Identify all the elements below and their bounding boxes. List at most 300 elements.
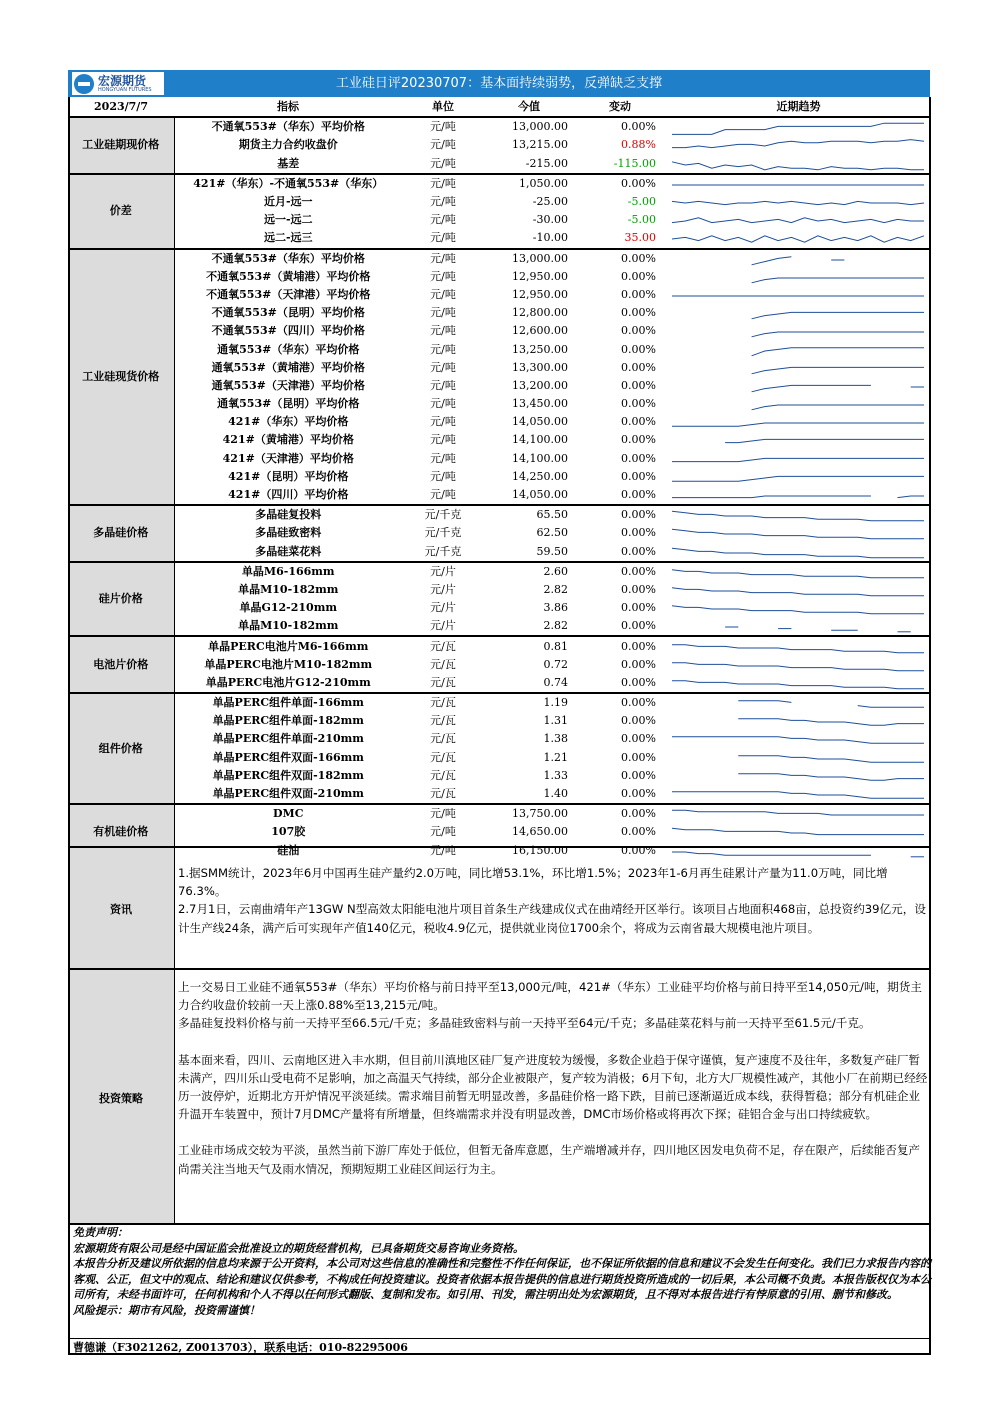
trend-cell — [666, 804, 931, 823]
analyst-contact: 曹德谦（F3021262, Z0013703），联系电话：010-82295006 — [68, 1338, 931, 1355]
price-table — [68, 98, 931, 860]
table-row — [68, 804, 931, 823]
table-row — [68, 304, 931, 322]
change-cell: 0.00% — [621, 714, 656, 728]
value-cell: 0.81 — [484, 636, 574, 655]
trend-sparkline — [670, 617, 926, 635]
indicator-name: 单晶G12-210mm — [239, 601, 337, 615]
change-cell: 0.00% — [621, 732, 656, 746]
indicator-name: 单晶PERC组件双面-166mm — [212, 750, 364, 764]
unit-cell: 元/吨 — [430, 360, 456, 374]
indicator-name: 通氧553#（黄埔港）平均价格 — [211, 360, 365, 374]
strategy-label: 投资策略 — [68, 970, 175, 1225]
unit-cell: 元/吨 — [430, 231, 456, 245]
unit-cell: 元/吨 — [402, 804, 484, 823]
trend-line-segment — [752, 367, 924, 373]
table-row — [68, 136, 931, 154]
disclaimer-line: 宏源期货有限公司是经中国证监会批准设立的期货经营机构，已具备期货交易咨询业务资格。 — [73, 1241, 524, 1255]
change-cell: -5.00 — [627, 213, 656, 227]
value-cell: 1.19 — [484, 693, 574, 712]
trend-line-segment — [672, 496, 871, 498]
value-cell: 12,950.00 — [512, 269, 568, 283]
trend-sparkline — [670, 359, 926, 377]
unit-cell: 元/吨 — [430, 213, 456, 227]
report-date: 2023/7/7 — [68, 98, 174, 117]
value-cell: 13,200.00 — [512, 378, 568, 392]
indicator-name: 不通氧553#（昆明）平均价格 — [211, 306, 365, 320]
news-body — [178, 864, 929, 937]
value-cell: 1.40 — [543, 787, 568, 801]
indicator-name: 421#（四川）平均价格 — [228, 488, 349, 502]
trend-line-segment — [672, 511, 924, 521]
news-section — [68, 846, 931, 970]
table-row — [68, 486, 931, 505]
value-cell: 2.82 — [543, 619, 568, 633]
report-header — [68, 70, 930, 97]
change-cell: 0.00% — [621, 360, 656, 374]
trend-cell — [666, 562, 931, 581]
unit-cell: 元/瓦 — [430, 732, 456, 746]
group-label: 有机硅价格 — [68, 804, 174, 860]
trend-sparkline — [670, 749, 926, 767]
unit-cell: 元/吨 — [402, 174, 484, 193]
indicator-name: 不通氧553#（天津港）平均价格 — [206, 287, 371, 301]
value-cell: 12,950.00 — [512, 287, 568, 301]
trend-sparkline — [670, 674, 926, 692]
trend-sparkline — [670, 506, 926, 524]
indicator-name: 单晶M10-182mm — [238, 582, 339, 596]
trend-line-segment — [672, 236, 924, 242]
indicator-name: 单晶PERC电池片M10-182mm — [204, 657, 373, 671]
change-cell: 0.00% — [621, 415, 656, 429]
indicator-name: 107胶 — [271, 825, 306, 839]
change-cell: 0.00% — [574, 636, 666, 655]
unit-cell: 元/吨 — [430, 843, 456, 857]
change-cell: 0.00% — [574, 249, 666, 268]
change-cell: 0.00% — [621, 306, 656, 320]
trend-sparkline — [670, 543, 926, 561]
value-cell: 65.50 — [484, 505, 574, 524]
table-row — [68, 377, 931, 395]
change-cell: 0.00% — [621, 397, 656, 411]
col-indicator-header: 指标 — [174, 98, 402, 117]
change-cell: 0.00% — [621, 768, 656, 782]
unit-cell: 元/吨 — [402, 117, 484, 136]
unit-cell: 元/瓦 — [430, 657, 456, 671]
trend-cell — [666, 767, 931, 785]
change-cell: 0.00% — [621, 378, 656, 392]
strategy-paragraph: 基本面来看，四川、云南地区进入丰水期，但目前川滇地区硅厂复产进度较为缓慢，多数企业趋于保守谨慎，复产速度不及往年，多数复产硅厂暂未满产，四川乐山受电荷不足影响，加之高温天气持续，部分企业被限产，复产较为消极；6月下旬，北方大厂规模性减产，其他小厂在前期已经经历一波停炉，近期北方开炉情况平淡延续。需求端目前暂无明显改善，多晶硅价格一路下跌，目前已逐渐逼近成本线，获得暂稳；部分有机硅企业升温开车装置中，预计7月DMC产量将有所增量，但终端需求并没有明显改善，DMC市场价格或将再次下探；硅铝合金与出口持续疲软。 — [178, 1052, 928, 1122]
strategy-spacer — [178, 1123, 929, 1141]
trend-sparkline — [670, 413, 926, 431]
value-cell: 12,800.00 — [512, 306, 568, 320]
trend-line-segment — [858, 706, 924, 708]
trend-sparkline — [670, 322, 926, 340]
table-row — [68, 322, 931, 340]
trend-sparkline — [670, 450, 926, 468]
trend-cell — [666, 656, 931, 674]
table-row — [68, 749, 931, 767]
unit-cell: 元/吨 — [430, 138, 456, 152]
trend-cell — [666, 377, 931, 395]
value-cell: 1.31 — [543, 714, 568, 728]
unit-cell: 元/瓦 — [430, 675, 456, 689]
trend-line-segment — [672, 161, 924, 169]
trend-sparkline — [670, 229, 926, 247]
trend-cell — [666, 674, 931, 693]
col-value-header: 今值 — [484, 98, 574, 117]
unit-cell: 元/吨 — [430, 378, 456, 392]
indicator-name: 421#（华东）平均价格 — [228, 415, 349, 429]
trend-line-segment — [672, 201, 924, 204]
table-row — [68, 505, 931, 524]
table-row — [68, 340, 931, 358]
indicator-name: 不通氧553#（华东）平均价格 — [174, 117, 402, 136]
unit-cell: 元/千克 — [424, 526, 462, 540]
trend-cell — [666, 450, 931, 468]
value-cell: 62.50 — [536, 526, 568, 540]
strategy-section — [68, 968, 931, 1225]
unit-cell: 元/吨 — [430, 287, 456, 301]
table-row — [68, 431, 931, 449]
table-row — [68, 730, 931, 748]
table-row — [68, 581, 931, 599]
indicator-name: 421#（天津港）平均价格 — [222, 451, 354, 465]
table-row — [68, 712, 931, 730]
unit-cell: 元/吨 — [430, 433, 456, 447]
trend-cell — [666, 730, 931, 748]
trend-sparkline — [670, 136, 926, 154]
trend-cell — [666, 117, 931, 136]
indicator-name: 单晶PERC组件双面-210mm — [212, 787, 364, 801]
trend-sparkline — [670, 581, 926, 599]
strategy-paragraph: 多晶硅复投料价格与前一天持平至66.5元/千克；多晶硅致密料与前一天持平至64元/千克；多晶硅菜花料与前一天持平至61.5元/千克。 — [178, 1016, 871, 1031]
trend-sparkline — [670, 211, 926, 229]
change-cell: 0.00% — [621, 601, 656, 615]
trend-cell — [666, 211, 931, 229]
trend-line-segment — [898, 496, 925, 498]
indicator-name: 单晶PERC组件双面-182mm — [212, 768, 364, 782]
change-cell: 0.00% — [621, 675, 656, 689]
value-cell: -25.00 — [532, 195, 568, 209]
trend-sparkline — [670, 767, 926, 785]
trend-line-segment — [672, 123, 924, 134]
change-cell: 0.00% — [621, 469, 656, 483]
logo-name: 宏源期货 — [98, 73, 147, 88]
trend-sparkline — [670, 638, 926, 656]
table-row — [68, 636, 931, 655]
value-cell: 2.82 — [543, 582, 568, 596]
indicator-name: 基差 — [277, 156, 300, 170]
value-cell: 59.50 — [536, 544, 568, 558]
value-cell: 13,450.00 — [512, 397, 568, 411]
trend-line-segment — [672, 606, 924, 614]
unit-cell: 元/千克 — [424, 544, 462, 558]
trend-sparkline — [670, 431, 926, 449]
table-row — [68, 693, 931, 712]
trend-line-segment — [672, 810, 924, 815]
trend-cell — [666, 413, 931, 431]
value-cell: 13,000.00 — [484, 117, 574, 136]
trend-cell — [666, 581, 931, 599]
value-cell: 14,100.00 — [512, 451, 568, 465]
trend-line-segment — [752, 385, 871, 391]
trend-sparkline — [670, 524, 926, 542]
table-row — [68, 617, 931, 636]
indicator-name: 多晶硅复投料 — [174, 505, 402, 524]
trend-line-segment — [752, 278, 924, 283]
group-label: 硅片价格 — [68, 562, 174, 637]
value-cell: 1.21 — [543, 750, 568, 764]
unit-cell: 元/吨 — [430, 195, 456, 209]
trend-sparkline — [670, 193, 926, 211]
indicator-name: 多晶硅致密料 — [255, 526, 322, 540]
trend-cell — [666, 468, 931, 486]
trend-line-segment — [672, 218, 924, 223]
indicator-name: 421#（昆明）平均价格 — [228, 469, 349, 483]
trend-line-segment — [672, 663, 924, 671]
unit-cell: 元/瓦 — [430, 714, 456, 728]
trend-line-segment — [738, 719, 924, 725]
strategy-body — [178, 978, 929, 1178]
change-cell: 0.00% — [621, 526, 656, 540]
logo-english-name: HONGYUAN FUTURES — [98, 86, 152, 93]
indicator-name: 单晶M6-166mm — [174, 562, 402, 581]
change-cell: 0.00% — [621, 843, 656, 857]
trend-sparkline — [670, 395, 926, 413]
value-cell: 1.38 — [543, 732, 568, 746]
value-cell: 13,300.00 — [512, 360, 568, 374]
trend-cell — [666, 229, 931, 248]
unit-cell: 元/片 — [430, 601, 456, 615]
indicator-name: 远二-远三 — [263, 231, 313, 245]
value-cell: 13,000.00 — [484, 249, 574, 268]
unit-cell: 元/瓦 — [430, 787, 456, 801]
table-row — [68, 450, 931, 468]
change-cell: 0.00% — [621, 287, 656, 301]
change-cell: 0.00% — [621, 433, 656, 447]
strategy-spacer — [178, 1033, 929, 1051]
indicator-name: 单晶PERC组件单面-182mm — [212, 714, 364, 728]
unit-cell: 元/吨 — [430, 415, 456, 429]
indicator-name: 不通氧553#（华东）平均价格 — [174, 249, 402, 268]
unit-cell: 元/瓦 — [430, 750, 456, 764]
unit-cell: 元/吨 — [430, 269, 456, 283]
trend-line-segment — [672, 423, 924, 426]
unit-cell: 元/瓦 — [430, 768, 456, 782]
trend-cell — [666, 174, 931, 193]
trend-cell — [666, 712, 931, 730]
trend-line-segment — [672, 570, 924, 578]
trend-line-segment — [672, 548, 924, 558]
table-row — [68, 823, 931, 841]
group-label: 工业硅现货价格 — [68, 249, 174, 506]
group-label: 价差 — [68, 174, 174, 249]
col-unit-header: 单位 — [402, 98, 484, 117]
table-row — [68, 193, 931, 211]
trend-line-segment — [672, 644, 924, 652]
change-cell: -115.00 — [613, 156, 656, 170]
change-cell: 0.00% — [621, 619, 656, 633]
trend-sparkline — [670, 656, 926, 674]
unit-cell: 元/吨 — [430, 397, 456, 411]
group-label: 多晶硅价格 — [68, 505, 174, 562]
unit-cell: 元/瓦 — [402, 636, 484, 655]
value-cell: -30.00 — [532, 213, 568, 227]
trend-line-segment — [725, 440, 924, 443]
change-cell: -5.00 — [627, 195, 656, 209]
trend-sparkline — [670, 823, 926, 841]
table-row — [68, 562, 931, 581]
table-row — [68, 599, 931, 617]
trend-sparkline — [670, 250, 926, 268]
trend-line-segment — [752, 313, 924, 319]
trend-cell — [666, 155, 931, 174]
news-paragraph: 2.7月1日，云南曲靖年产13GW N型高效太阳能电池片项目首条生产线建成仪式在曲靖经开区举行。该项目占地面积468亩，总投资约39亿元，设计生产线24条，满产后可实现年产值140亿元，税收4.9亿元，提供就业岗位1700余个，将成为云南省最大规模电池片项目。 — [178, 902, 926, 935]
trend-cell — [666, 636, 931, 655]
trend-cell — [666, 486, 931, 505]
change-cell: 0.00% — [621, 342, 656, 356]
indicator-name: 硅油 — [277, 843, 300, 857]
value-cell: 1.33 — [543, 768, 568, 782]
col-trend-header: 近期趋势 — [666, 98, 931, 117]
indicator-name: 421#（黄埔港）平均价格 — [222, 433, 354, 447]
trend-line-segment — [738, 755, 924, 761]
trend-line-segment — [752, 256, 792, 264]
trend-sparkline — [670, 286, 926, 304]
trend-sparkline — [670, 486, 926, 504]
indicator-name: 近月-远一 — [263, 195, 313, 209]
trend-sparkline — [670, 599, 926, 617]
indicator-name: 单晶PERC组件单面-210mm — [212, 732, 364, 746]
trend-sparkline — [670, 694, 926, 712]
value-cell: 14,100.00 — [512, 433, 568, 447]
trend-cell — [666, 322, 931, 340]
trend-sparkline — [670, 155, 926, 173]
trend-cell — [666, 524, 931, 542]
disclaimer — [68, 1223, 931, 1319]
trend-cell — [666, 268, 931, 286]
trend-cell — [666, 359, 931, 377]
indicator-name: 421#（华东）-不通氧553#（华东） — [174, 174, 402, 193]
trend-line-segment — [672, 530, 924, 540]
trend-cell — [666, 617, 931, 636]
unit-cell: 元/片 — [430, 619, 456, 633]
indicator-name: DMC — [174, 804, 402, 823]
change-cell: 0.00% — [621, 582, 656, 596]
value-cell: -10.00 — [532, 231, 568, 245]
value-cell: 14,050.00 — [512, 488, 568, 502]
change-cell: 0.00% — [574, 117, 666, 136]
indicator-name: 通氧553#（华东）平均价格 — [217, 342, 360, 356]
trend-line-segment — [672, 792, 924, 798]
trend-cell — [666, 785, 931, 804]
value-cell: 1,050.00 — [484, 174, 574, 193]
change-cell: 0.00% — [621, 750, 656, 764]
trend-line-segment — [752, 332, 924, 337]
table-row — [68, 656, 931, 674]
trend-cell — [666, 286, 931, 304]
table-row — [68, 286, 931, 304]
table-row — [68, 468, 931, 486]
value-cell: 13,215.00 — [512, 138, 568, 152]
trend-cell — [666, 249, 931, 268]
trend-cell — [666, 693, 931, 712]
table-row — [68, 785, 931, 804]
indicator-name: 单晶PERC电池片M6-166mm — [174, 636, 402, 655]
trend-line-segment — [672, 829, 924, 835]
unit-cell: 元/片 — [402, 562, 484, 581]
indicator-name: 多晶硅菜花料 — [255, 544, 322, 558]
unit-cell: 元/吨 — [430, 306, 456, 320]
unit-cell: 元/吨 — [430, 488, 456, 502]
trend-sparkline — [670, 377, 926, 395]
unit-cell: 元/吨 — [430, 342, 456, 356]
value-cell: 2.60 — [484, 562, 574, 581]
unit-cell: 元/吨 — [430, 156, 456, 170]
unit-cell: 元/千克 — [402, 505, 484, 524]
trend-sparkline — [670, 304, 926, 322]
table-row — [68, 413, 931, 431]
table-header-row — [68, 98, 931, 117]
unit-cell: 元/片 — [430, 582, 456, 596]
table-row — [68, 211, 931, 229]
change-cell: 0.00% — [621, 657, 656, 671]
value-cell: 14,250.00 — [512, 469, 568, 483]
value-cell: 14,650.00 — [512, 825, 568, 839]
table-row — [68, 543, 931, 562]
trend-sparkline — [670, 785, 926, 803]
indicator-name: 不通氧553#（四川）平均价格 — [211, 324, 365, 338]
table-row — [68, 117, 931, 136]
trend-line-segment — [672, 458, 924, 461]
value-cell: 12,600.00 — [512, 324, 568, 338]
trend-sparkline — [670, 268, 926, 286]
value-cell: 0.74 — [543, 675, 568, 689]
disclaimer-line: 本报告分析及建议所依据的信息均来源于公开资料，本公司对这些信息的准确性和完整性不作任何保证，也不保证所依据的信息和建议不会发生任何变化。我们已力求报告内容的客观、公正，但文中的观点、结论和建议仅供参考，不构成任何投资建议。投资者依据本报告提供的信息进行期货投资所造成的一切后果，本公司概不负责。本报告版权仅为本公司所有，未经书面许可，任何机构和个人不得以任何形式翻版、复制和发布。如引用、刊发，需注明出处为宏源期货，且不得对本报告进行有悖原意的引用、删节和修改。 — [73, 1257, 931, 1302]
value-cell: 0.72 — [543, 657, 568, 671]
strategy-paragraph: 工业硅市场成交较为平淡，虽然当前下游厂库处于低位，但暂无备库意愿，生产端增减并存，四川地区因发电负荷不足，存在限产，后续能否复产尚需关注当地天气及雨水情况，预期短期工业硅区间运行为主。 — [178, 1143, 921, 1176]
value-cell: 14,050.00 — [512, 415, 568, 429]
table-row — [68, 674, 931, 693]
trend-cell — [666, 431, 931, 449]
table-row — [68, 524, 931, 542]
trend-line-segment — [672, 681, 924, 689]
indicator-name: 远一-远二 — [263, 213, 313, 227]
trend-cell — [666, 395, 931, 413]
trend-sparkline — [670, 118, 926, 136]
change-cell: 0.00% — [621, 324, 656, 338]
trend-cell — [666, 823, 931, 841]
risk-warning: 风险提示：期市有风险，投资需谨慎！ — [73, 1303, 260, 1317]
trend-sparkline — [670, 175, 926, 193]
table-row — [68, 268, 931, 286]
trend-cell — [666, 599, 931, 617]
report-title: 工业硅日评20230707：基本面持续弱势，反弹缺乏支撑 — [335, 76, 663, 91]
trend-cell — [666, 193, 931, 211]
indicator-name: 通氧553#（昆明）平均价格 — [217, 397, 360, 411]
change-cell: 0.00% — [574, 505, 666, 524]
group-label: 组件价格 — [68, 693, 174, 804]
indicator-name: 期货主力合约收盘价 — [238, 138, 338, 152]
value-cell: 13,750.00 — [484, 804, 574, 823]
change-cell: 0.00% — [621, 787, 656, 801]
group-label: 工业硅期现价格 — [68, 117, 174, 174]
table-row — [68, 229, 931, 248]
value-cell: -215.00 — [525, 156, 568, 170]
value-cell: 3.86 — [543, 601, 568, 615]
trend-cell — [666, 136, 931, 154]
